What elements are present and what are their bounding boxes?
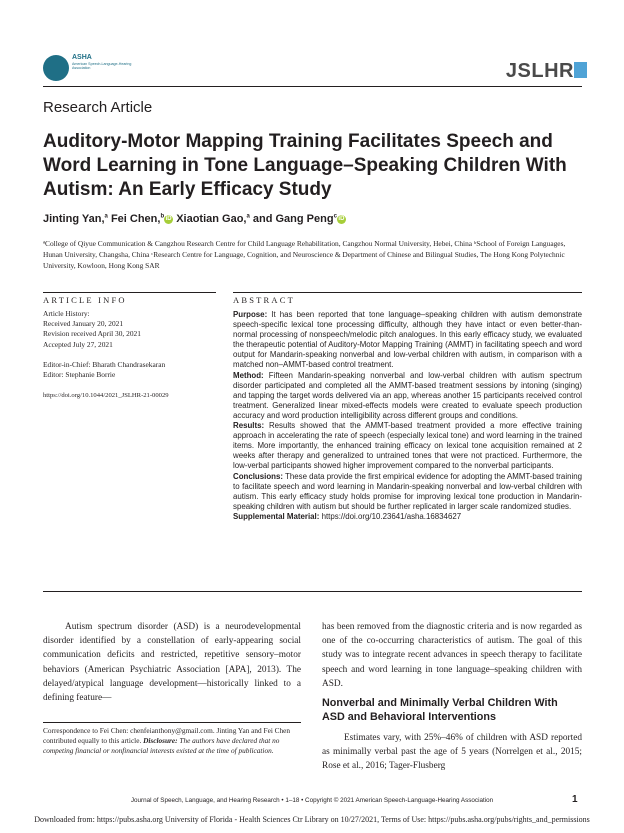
accepted-date: Accepted July 27, 2021 <box>43 339 113 349</box>
author-name: Xiaotian Gao, <box>176 213 247 225</box>
download-notice: Downloaded from: https://pubs.asha.org University of Florida - Health Sciences Ctr Library on 10/27/2021, Terms of Use: https://pubs.asha.org/pubs/rights_and_permissions <box>34 815 590 824</box>
article-history <box>43 309 213 401</box>
author-sup: b <box>160 213 165 220</box>
disclosure-label: Disclosure: <box>143 736 178 745</box>
asha-logo-subtext: American Speech-Language-Hearing Association <box>72 62 132 70</box>
correspondence-note <box>43 726 301 756</box>
body-paragraph: has been removed from the diagnostic criteria and is now regarded as one of the co-occurring characteristics of autism. The goal of this study was to integrate recent advances in speech therapy to facilitate speech and word learning in tone language–speaking children with ASD. <box>322 622 582 689</box>
purpose-label: Purpose: <box>233 310 268 319</box>
asha-logo-icon <box>43 55 69 81</box>
article-info-heading: ARTICLE INFO <box>43 295 127 305</box>
orcid-icon[interactable]: iD <box>338 216 345 222</box>
body-paragraph: Autism spectrum disorder (ASD) is a neurodevelopmental disorder identified by a constellation of early-appearing social communication deficits and restricted, repetitive sensory–motor behaviors (American Psychiatric Association [APA], 2013). The delayed/atypical language development—historically linked to a defining feature— <box>43 622 301 704</box>
author-name: and Gang Peng <box>252 213 334 225</box>
method-label: Method: <box>233 370 264 380</box>
affiliations: ªCollege of Qiyue Communication & Cangzhou Research Centre for Child Language Rehabilitation, Cangzhou Normal University, Hebei, China ᵇSchool of Foreign Languages, Hunan University, Changsha, China ᶜResearch Centre for Language, Cognition, and Neuroscience & Department of Chinese and Bilingual Studies, The Hong Kong Polytechnic University, Kowloon, Hong Kong SAR <box>43 239 566 270</box>
author-name: Fei Chen, <box>110 213 161 225</box>
orcid-icon[interactable]: iD <box>165 216 172 222</box>
abstract-bottom-rule <box>43 591 582 592</box>
editor: Editor: Stephanie Borrie <box>43 370 116 380</box>
header-rule <box>43 86 582 87</box>
received-date: Received January 20, 2021 <box>43 319 124 329</box>
supplemental-label: Supplemental Material: <box>233 511 320 521</box>
disclosure-text: The authors have declared that no competing financial or nonfinancial interests existed at the time of publication. <box>43 736 280 755</box>
journal-accent-box <box>574 62 587 78</box>
abstract-body <box>233 310 582 522</box>
method-text: Fifteen Mandarin-speaking nonverbal and low-verbal children with autism spectrum disorder participated and completed all the AMMT-based treatment sessions by intoning (singing) and tapping the target words delivered via an app, whereas another 15 participants received control treatment. Generalized linear mixed-effects models were created to evaluate speech production accuracy and word production intelligibility across different groups and conditions. <box>233 370 582 420</box>
abstract-rule <box>233 292 582 293</box>
article-type: Research Article <box>43 99 153 116</box>
doi-link[interactable]: https://doi.org/10.1044/2021_JSLHR-21-00029 <box>43 392 169 400</box>
supplemental-link[interactable]: https://doi.org/10.23641/asha.16834627 <box>321 511 462 521</box>
asha-logo-text: ASHA <box>72 54 92 61</box>
author-name: Jinting Yan, <box>43 213 105 225</box>
body-paragraph: Estimates vary, with 25%–46% of children with ASD reported as minimally verbal past the age of 5 years (Norrelgen et al., 2015; Rose et al., 2016; Tager-Flusberg <box>322 733 582 772</box>
body-right-column-2 <box>322 731 582 774</box>
history-label: Article History: <box>43 309 90 318</box>
conclusions-label: Conclusions: <box>233 471 283 481</box>
article-info-rule <box>43 292 216 293</box>
section-heading: Nonverbal and Minimally Verbal Children With ASD and Behavioral Interventions <box>322 697 558 723</box>
results-label: Results: <box>233 421 265 431</box>
editor-in-chief: Editor-in-Chief: Bharath Chandrasekaran <box>43 359 166 369</box>
journal-name: JSLHR <box>505 60 574 82</box>
footer-citation: Journal of Speech, Language, and Hearing Research • 1–18 • Copyright © 2021 American Speech-Language-Hearing Association <box>130 797 494 804</box>
revision-date: Revision received April 30, 2021 <box>43 329 141 339</box>
page-number: 1 <box>572 794 578 805</box>
abstract-heading: ABSTRACT <box>233 295 295 305</box>
body-left-column <box>43 620 301 705</box>
correspondence-text: Correspondence to Fei Chen: chenfeianthony@gmail.com. Jinting Yan and Fei Chen contributed equally to this article. <box>43 726 291 745</box>
results-text: Results showed that the AMMT-based treatment provided a more effective training approach in accelerating the rate of speech (especially lexical tone) and word learning in the trained items. More importantly, the enhanced training efficacy on lexical tone acquisition remained at 2 weeks after therapy and generalized to untrained tones that were not practiced. Furthermore, the low-verbal participants showed higher improvement compared to the nonverbal participants. <box>233 421 582 471</box>
correspondence-rule <box>43 722 301 723</box>
author-list <box>43 213 346 225</box>
author-sup: a <box>104 213 108 220</box>
purpose-text: It has been reported that tone language–speaking children with autism demonstrate speech-specific lexical tone processing difficulty, although they have intact or even better-than-normal processing of nonspeech/melodic pitch analogues. In this early efficacy study, we evaluated the therapeutic potential of Auditory-Motor Mapping Training (AMMT) in facilitating speech and word output for Mandarin-speaking nonverbal and low-verbal children with autism, in comparison with a matched non–AMMT-based control treatment. <box>233 310 582 370</box>
conclusions-text: These data provide the first empirical evidence for adopting the AMMT-based training to facilitate speech and word learning in Mandarin-speaking nonverbal and low-verbal children with autism. This early efficacy study holds promise for improving lexical tone production in Mandarin-speaking children with autism but should be further replicated in larger scale randomized studies. <box>233 471 582 511</box>
author-sup: a <box>246 213 250 220</box>
article-title: Auditory-Motor Mapping Training Facilitates Speech and Word Learning in Tone Language–Speaking Children With Autism: An Early Efficacy Study <box>43 131 567 200</box>
body-right-column <box>322 620 582 691</box>
author-sup: c <box>333 213 337 220</box>
